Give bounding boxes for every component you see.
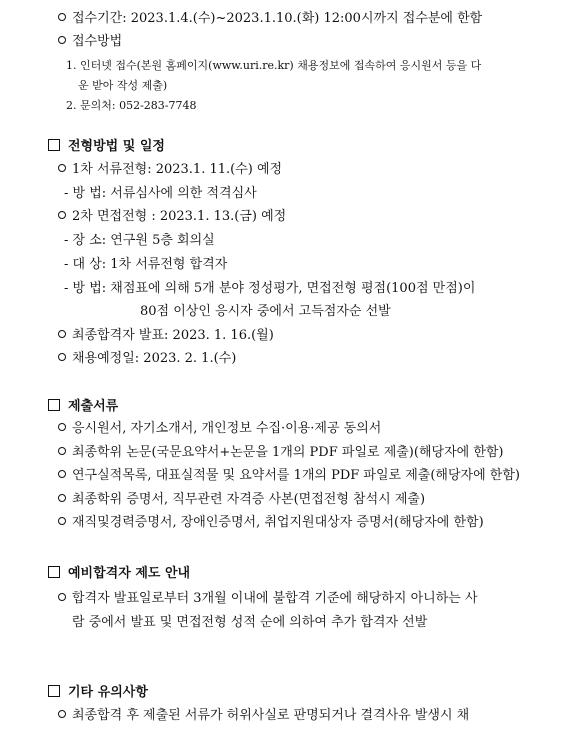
screening-round2: 2차 면접전형 : 2023.1. 13.(금) 예정 xyxy=(58,208,286,226)
document-item: 최종학위 논문(국문요약서+논문을 1개의 PDF 파일로 제출)(해당자에 한함) xyxy=(58,444,504,462)
circle-bullet-icon xyxy=(58,164,66,172)
application-item-2: 2. 문의처: 052-283-7748 xyxy=(66,99,197,112)
reserve-text: 합격자 발표일로부터 3개월 이내에 불합격 기준에 해당하지 아니하는 사 xyxy=(58,590,478,608)
other-text: 최종합격 후 제출된 서류가 허위사실로 판명되거나 결격사유 발생시 채 xyxy=(58,707,469,725)
screening-target: - 대 상: 1차 서류전형 합격자 xyxy=(64,257,228,272)
circle-bullet-icon xyxy=(58,330,66,338)
circle-bullet-icon xyxy=(58,494,66,502)
application-item-1-cont: 운 받아 작성 제출) xyxy=(78,79,168,92)
document-item: 연구실적목록, 대표실적물 및 요약서를 1개의 PDF 파일로 제출(해당자에 한함) xyxy=(58,467,520,485)
final-announcement: 최종합격자 발표: 2023. 1. 16.(월) xyxy=(58,327,274,345)
square-box-icon xyxy=(48,139,60,151)
screening-place: - 장 소: 연구원 5층 회의실 xyxy=(64,233,215,248)
circle-bullet-icon xyxy=(58,423,66,431)
circle-bullet-icon xyxy=(58,593,66,601)
circle-bullet-icon xyxy=(58,211,66,219)
screening-method: - 방 법: 채점표에 의해 5개 분야 정성평가, 면접전형 평점(100점 만점)이 xyxy=(64,281,476,296)
circle-bullet-icon xyxy=(58,517,66,525)
square-box-icon xyxy=(48,685,60,697)
circle-bullet-icon xyxy=(58,353,66,361)
circle-bullet-icon xyxy=(58,710,66,718)
square-box-icon xyxy=(48,566,60,578)
screening-method-cont: 80점 이상인 응시자 중에서 고득점자순 선발 xyxy=(140,304,391,319)
application-item-1: 1. 인터넷 접수(본원 홈페이지(www.uri.re.kr) 채용정보에 접속하여 응시원서 등을 다 xyxy=(66,59,482,72)
section-heading-reserve: 예비합격자 제도 안내 xyxy=(48,565,190,583)
circle-bullet-icon xyxy=(58,13,66,21)
application-method-label: 접수방법 xyxy=(58,33,122,51)
document-item: 재직및경력증명서, 장애인증명서, 취업지원대상자 증명서(해당자에 한함) xyxy=(58,514,484,532)
section-heading-screening: 전형방법 및 일정 xyxy=(48,138,165,156)
section-heading-documents: 제출서류 xyxy=(48,398,118,416)
reserve-text-cont: 람 중에서 발표 및 면접전형 성적 순에 의하여 추가 합격자 선발 xyxy=(72,615,428,630)
hire-date: 채용예정일: 2023. 2. 1.(수) xyxy=(58,350,236,368)
screening-round1: 1차 서류전형: 2023.1. 11.(수) 예정 xyxy=(58,161,282,179)
screening-round1-method: - 방 법: 서류심사에 의한 적격심사 xyxy=(64,186,257,201)
application-period: 접수기간: 2023.1.4.(수)~2023.1.10.(화) 12:00시까지 접수분에 한함 xyxy=(58,10,482,28)
document-item: 최종학위 증명서, 직무관련 자격증 사본(면접전형 참석시 제출) xyxy=(58,491,425,509)
square-box-icon xyxy=(48,399,60,411)
circle-bullet-icon xyxy=(58,470,66,478)
section-heading-other: 기타 유의사항 xyxy=(48,684,148,702)
circle-bullet-icon xyxy=(58,447,66,455)
document-item: 응시원서, 자기소개서, 개인정보 수집·이용·제공 동의서 xyxy=(58,420,381,438)
circle-bullet-icon xyxy=(58,36,66,44)
